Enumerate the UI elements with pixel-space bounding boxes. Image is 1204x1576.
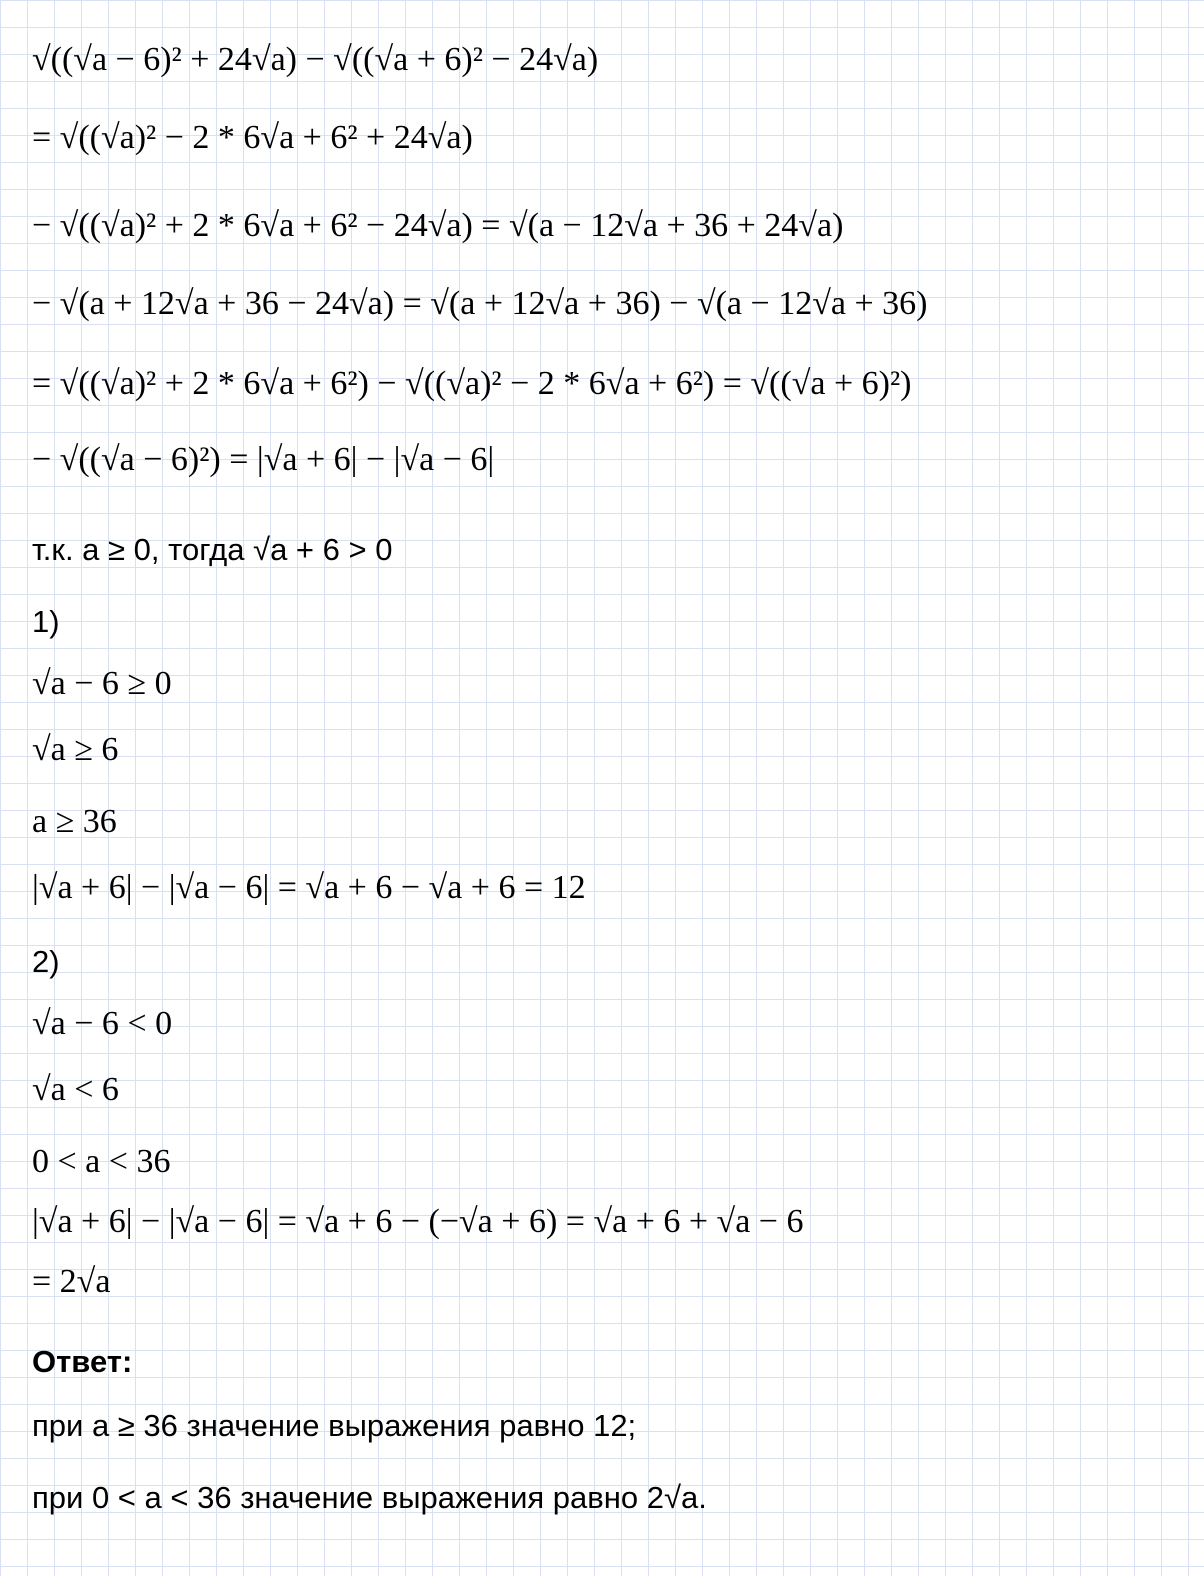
- answer-heading: Ответ:: [32, 1344, 133, 1379]
- case-1-label: 1): [32, 604, 60, 639]
- case-2-step-1: √a − 6 < 0: [32, 1005, 173, 1042]
- case-2-result: |√a + 6| − |√a − 6| = √a + 6 − (−√a + 6) = √a + 6 + √a − 6: [32, 1203, 804, 1240]
- case-2-result-cont: = 2√a: [32, 1263, 111, 1300]
- condition-note: т.к. a ≥ 0, тогда √a + 6 > 0: [32, 532, 393, 567]
- equation-line-1: √((√a − 6)² + 24√a) − √((√a + 6)² − 24√a): [32, 41, 599, 78]
- case-2-step-3: 0 < a < 36: [32, 1143, 171, 1180]
- case-1-step-3: a ≥ 36: [32, 803, 117, 840]
- equation-line-2: = √((√a)² − 2 * 6√a + 6² + 24√a): [32, 119, 473, 156]
- case-1-step-2: √a ≥ 6: [32, 731, 119, 768]
- answer-line-2: при 0 < a < 36 значение выражения равно 2√a.: [32, 1480, 707, 1515]
- equation-line-6: − √((√a − 6)²) = |√a + 6| − |√a − 6|: [32, 441, 495, 478]
- case-2-label: 2): [32, 944, 60, 979]
- equation-line-5: = √((√a)² + 2 * 6√a + 6²) − √((√a)² − 2 * 6√a + 6²) = √((√a + 6)²): [32, 365, 912, 402]
- equation-line-3: − √((√a)² + 2 * 6√a + 6² − 24√a) = √(a − 12√a + 36 + 24√a): [32, 207, 844, 244]
- case-1-result: |√a + 6| − |√a − 6| = √a + 6 − √a + 6 = 12: [32, 869, 586, 906]
- equation-line-4: − √(a + 12√a + 36 − 24√a) = √(a + 12√a + 36) − √(a − 12√a + 36): [32, 285, 928, 322]
- case-1-step-1: √a − 6 ≥ 0: [32, 665, 172, 702]
- case-2-step-2: √a < 6: [32, 1071, 119, 1108]
- answer-line-1: при a ≥ 36 значение выражения равно 12;: [32, 1408, 637, 1443]
